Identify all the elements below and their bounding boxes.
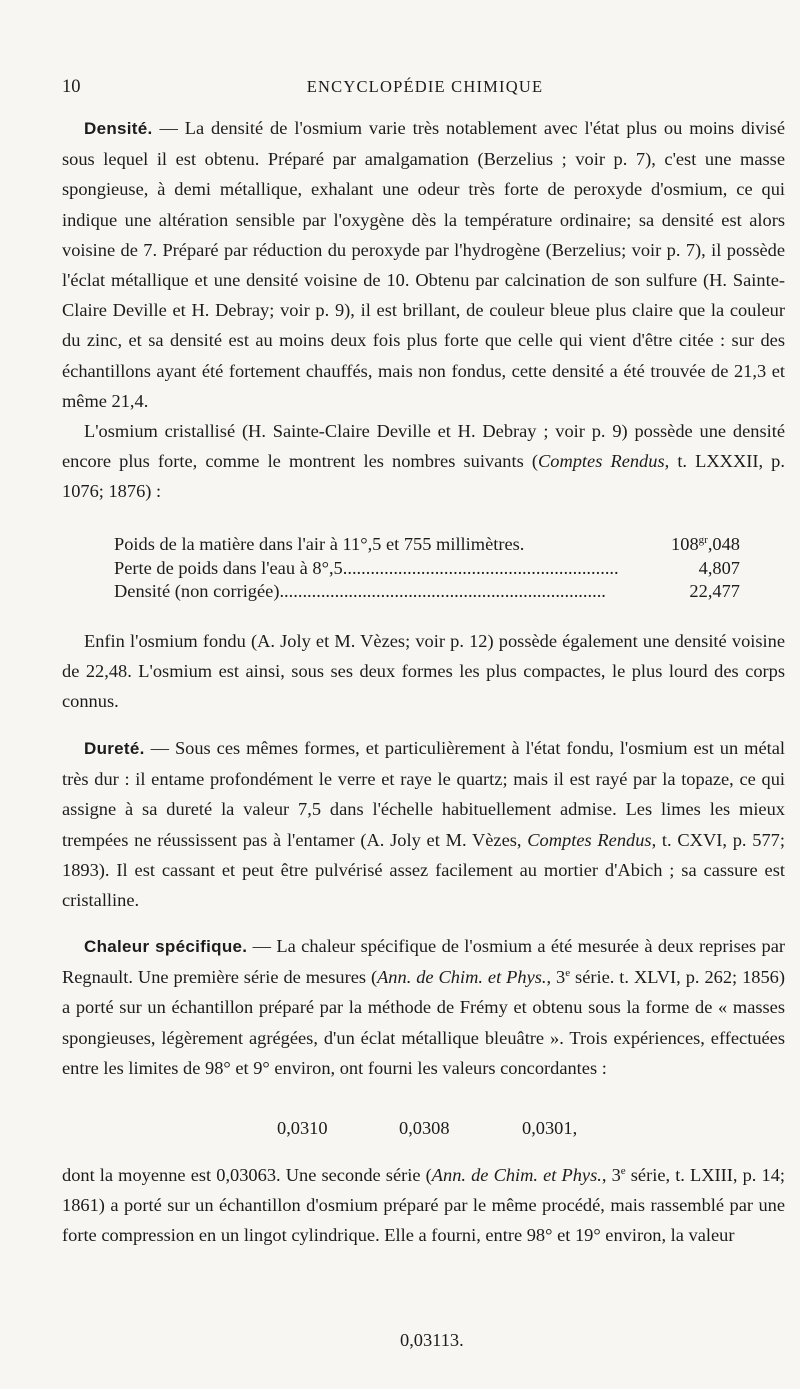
text-span: L'osmium cristallisé (H. Sainte-Claire Deville et H. Debray ; voir p. 9) possède une densité encore plus forte, comme le montrent les nombres suivants (: [62, 421, 785, 472]
table-row: [114, 533, 740, 557]
density-table: [114, 533, 740, 604]
row-label: Poids de la matière dans l'air à 11°,5 et 755 millimètres.: [114, 534, 525, 554]
text-span: — La chaleur spécifique de l'osmium a été mesurée à deux reprises par Regnault. Une première série de mesures (: [62, 936, 785, 988]
section-label-durete: Dureté.: [84, 739, 145, 758]
leader-dots: .......................................................................: [279, 581, 606, 601]
leader-dots: ............................................................: [342, 557, 619, 578]
final-value: 0,03113.: [400, 1330, 464, 1350]
text-span: — Sous ces mêmes formes, et particulièrement à l'état fondu, l'osmium est un métal très dur : il entame profondément le verre et raye le quartz; mais il est rayé par la topaze, ce qui assigne à sa dureté la valeur 7,5 dans l'échelle habituellement admise. Les limes les mieux trempées ne réussissent pas à l'entamer (A. Joly et M. Vèzes,: [62, 738, 785, 850]
paragraph-text: — La densité de l'osmium varie très notablement avec l'état plus ou moins divisé sous lequel il est obtenu. Préparé par amalgamation (Berzelius ; voir p. 7), c'est une masse spongieuse, à demi métallique, exhalant une odeur très forte de peroxyde d'osmium, ce qui indique une altération sensible par l'oxygène dès la température ordinaire; sa densité est alors voisine de 7. Préparé par réduction du peroxyde par l'hydrogène (Berzelius; voir p. 7), il possède l'éclat métallique et une densité voisine de 10. Obtenu par calcination de son sulfure (H. Sainte-Claire Deville et H. Debray; voir p. 9), il est brillant, de couleur bleue plus claire que la couleur du zinc, et sa densité est au moins deux fois plus forte que celle qui vient d'être citée : sur des échantillons ayant été fortement chauffés, mais non fondus, cette densité a été trouvée de 21,3 et même 21,4.: [62, 118, 785, 411]
section-densite: [62, 113, 785, 507]
running-title: ENCYCLOPÉDIE CHIMIQUE: [306, 77, 544, 96]
superscript: e: [565, 967, 571, 980]
page-number: 10: [62, 77, 81, 97]
table-row: [114, 557, 740, 581]
text-span: , t. LXXXII, p. 1076; 1876) :: [62, 451, 785, 502]
text-span: série, t. LXIII, p. 14; 1861) a porté sur un échantillon d'osmium préparé par le même procédé, mais rassemblé par une forte compression en un lingot cylindrique. Elle a fourni, entre 98° et 19° environ, la valeur: [62, 1165, 786, 1246]
value-3: 0,0301,: [522, 1118, 578, 1138]
citation: Comptes Rendus: [527, 829, 652, 850]
paragraph-chaleur-suite: [62, 1160, 785, 1251]
text-span: série. t. XLVI, p. 262; 1856) a porté sur un échantillon préparé par la méthode de Frémy et obtenu sous la forme de « masses spongieuses, légèrement agrégées, d'un éclat métallique bleuâtre ». Trois expériences, effectuées entre les limites de 98° et 9° environ, ont fourni les valeurs concordantes :: [62, 967, 785, 1078]
text-span: , t. CXVI, p. 577; 1893). Il est cassant et peut être pulvérisé assez facilement au mortier d'Abich ; sa cassure est cristalline.: [62, 829, 785, 911]
section-durete: [62, 733, 785, 915]
superscript: e: [620, 1164, 626, 1177]
text-span: , 3: [601, 1165, 621, 1185]
section-densite-conclusion: [62, 626, 785, 717]
text-span: dont la moyenne est 0,03063. Une seconde série (: [62, 1165, 432, 1185]
section-label-densite: Densité.: [84, 119, 153, 138]
row-label: Densité (non corrigée).......................................................................: [114, 581, 606, 601]
row-value: 22,477: [689, 581, 740, 601]
paragraph-chaleur: [62, 931, 785, 1083]
citation: Comptes Rendus: [537, 451, 665, 472]
value-2: 0,0308: [399, 1118, 450, 1138]
section-label-chaleur: Chaleur spécifique.: [84, 937, 248, 956]
paragraph-osmium-cristallise: [62, 416, 785, 507]
section-chaleur-suite: [62, 1160, 785, 1251]
citation: Ann. de Chim. et Phys.: [431, 1165, 602, 1185]
row-value: $108^{gr},048$: [671, 533, 740, 554]
paragraph-durete: [62, 733, 785, 915]
section-chaleur: [62, 931, 785, 1083]
paragraph-densite: [62, 113, 785, 416]
page-header: [62, 72, 788, 100]
row-label: Perte de poids dans l'eau à 8°,5............................................................: [114, 557, 619, 578]
paragraph-osmium-fondu: Enfin l'osmium fondu (A. Joly et M. Vèzes; voir p. 12) possède également une densité voisine de 22,48. L'osmium est ainsi, sous ses deux formes les plus compactes, le plus lourd des corps connus.: [62, 631, 785, 712]
table-row: [114, 580, 740, 604]
text-span: , 3: [546, 967, 566, 988]
citation: Ann. de Chim. et Phys.: [377, 967, 547, 988]
row-value: 4,807: [698, 557, 740, 578]
value-1: 0,0310: [277, 1118, 328, 1138]
